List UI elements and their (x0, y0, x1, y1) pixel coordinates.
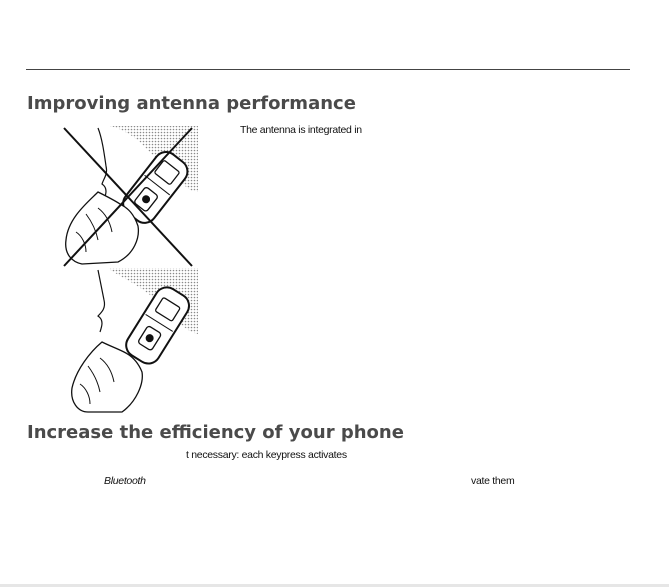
phone-held-incorrectly-illustration (58, 122, 198, 268)
efficiency-body-line1: t necessary: each keypress activates (186, 449, 347, 461)
phone-held-correctly-illustration (58, 266, 198, 414)
efficiency-body-line2-fragment: vate them (471, 475, 515, 487)
antenna-body-text: The antenna is integrated in (240, 124, 362, 136)
section-heading-antenna: Improving antenna performance (27, 93, 356, 114)
section-heading-efficiency: Increase the efficiency of your phone (27, 422, 404, 443)
header-divider (26, 69, 630, 70)
bluetooth-term: Bluetooth (104, 475, 146, 487)
